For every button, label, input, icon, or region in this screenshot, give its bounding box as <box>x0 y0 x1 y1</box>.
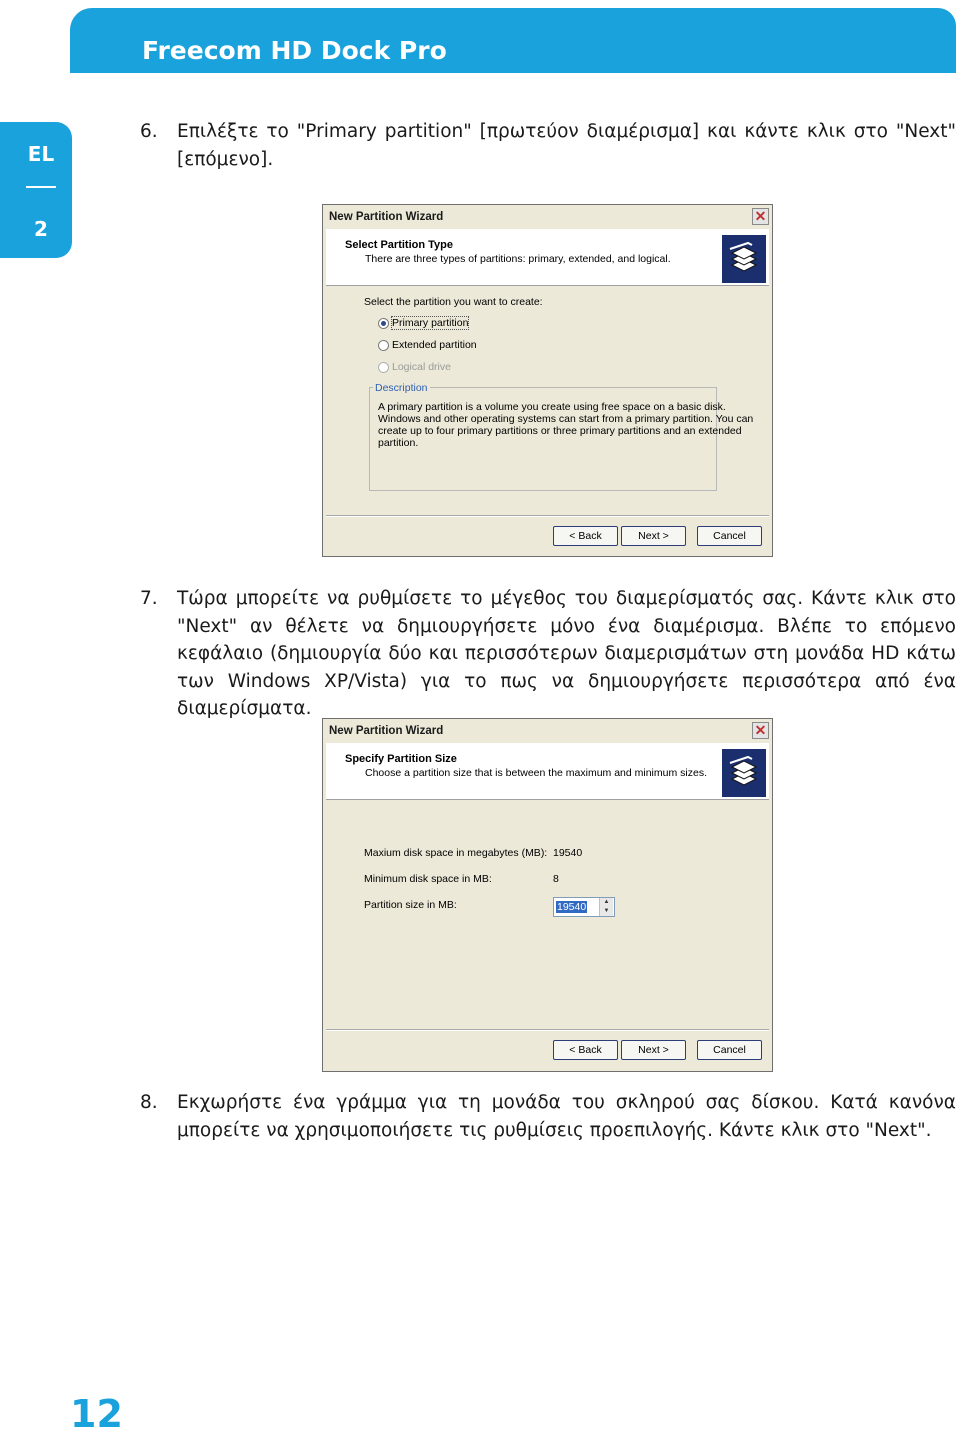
dialog-header-panel <box>326 229 769 286</box>
page-number: 12 <box>70 1392 123 1436</box>
dialog-titlebar <box>323 719 772 743</box>
step-text: Επιλέξτε το "Primary partition" [πρωτεύον διαμέρισμα] και κάντε κλικ στο "Next" [επόμενο]. <box>177 121 956 170</box>
dialog-heading: Select Partition Type <box>345 239 453 251</box>
step-text: Εκχωρήστε ένα γράμμα για τη μονάδα του σκληρού σας δίσκου. Κατά κανόνα μπορείτε να χρησιμοποιήσετε τις ρυθμίσεις προεπιλογής. Κάντε κλικ στο "Next". <box>177 1092 956 1141</box>
description-line: Windows and other operating systems can start from a primary partition. You can <box>378 413 754 425</box>
dialog-header-panel <box>326 743 769 800</box>
language-label: EL <box>27 142 55 166</box>
dialog-subheading: There are three types of partitions: primary, extended, and logical. <box>365 253 671 265</box>
next-button[interactable]: Next > <box>621 526 686 546</box>
spin-up-icon[interactable]: ▲ <box>600 898 613 907</box>
cancel-button[interactable]: Cancel <box>697 526 762 546</box>
logical-drive-radio[interactable] <box>378 362 389 373</box>
primary-partition-label[interactable]: Primary partition <box>392 317 469 329</box>
close-icon[interactable]: ✕ <box>752 208 769 225</box>
next-button[interactable]: Next > <box>621 1040 686 1060</box>
step-7 <box>140 585 956 723</box>
step-6 <box>140 118 956 173</box>
partition-size-label: Partition size in MB: <box>364 899 457 911</box>
step-text: Τώρα μπορείτε να ρυθμίσετε το μέγεθος του διαμερίσματός σας. Κάντε κλικ στο "Next" αν θέλετε να δημιουργήσετε μόνο ένα διαμέρισμα. Βλέπε το επόμενο κεφάλαιο (δημιουργία δύο και περισσότερων διαμερισμάτων στη μονάδα HD κάτω των Windows XP/Vista) για το πως να δημιουργήσετε περισσότερα από ένα διαμερίσματα. <box>177 588 956 719</box>
extended-partition-radio[interactable] <box>378 340 389 351</box>
disk-stack-icon <box>722 749 766 797</box>
cancel-button[interactable]: Cancel <box>697 1040 762 1060</box>
back-button[interactable]: < Back <box>553 1040 618 1060</box>
logical-drive-label[interactable]: Logical drive <box>392 361 451 373</box>
step-number: 6. <box>140 121 158 142</box>
min-size-label: Minimum disk space in MB: <box>364 873 492 885</box>
step-number: 7. <box>140 588 158 609</box>
button-separator <box>326 1029 769 1031</box>
step-8 <box>140 1089 956 1144</box>
dialog-heading: Specify Partition Size <box>345 753 457 765</box>
spin-down-icon[interactable]: ▼ <box>600 907 613 916</box>
primary-partition-radio[interactable] <box>378 318 389 329</box>
disk-stack-icon <box>722 235 766 283</box>
header-title: Freecom HD Dock Pro <box>142 36 447 65</box>
step-number: 8. <box>140 1092 158 1113</box>
dialog-title: New Partition Wizard <box>329 725 444 737</box>
back-button[interactable]: < Back <box>553 526 618 546</box>
partition-size-dialog <box>322 718 773 1072</box>
partition-prompt: Select the partition you want to create: <box>364 296 543 308</box>
side-tab-divider <box>26 186 56 188</box>
description-line: create up to four primary partitions or three primary partitions and an extended <box>378 425 742 437</box>
max-size-value: 19540 <box>553 847 583 859</box>
description-line: partition. <box>378 437 419 449</box>
dialog-titlebar <box>323 205 772 229</box>
partition-size-stepper[interactable] <box>553 897 615 917</box>
chapter-number: 2 <box>34 217 48 241</box>
max-size-label: Maxium disk space in megabytes (MB): <box>364 847 548 859</box>
dialog-subheading: Choose a partition size that is between the maximum and minimum sizes. <box>365 767 707 779</box>
spin-arrows <box>599 898 614 916</box>
button-separator <box>326 515 769 517</box>
description-title: Description <box>375 382 428 394</box>
close-icon[interactable]: ✕ <box>752 722 769 739</box>
min-size-value: 8 <box>553 873 559 885</box>
description-line: A primary partition is a volume you create using free space on a basic disk. <box>378 401 726 413</box>
partition-size-input[interactable]: 19540 <box>557 901 587 913</box>
dialog-title: New Partition Wizard <box>329 211 444 223</box>
partition-type-dialog <box>322 204 773 557</box>
extended-partition-label[interactable]: Extended partition <box>392 339 477 351</box>
